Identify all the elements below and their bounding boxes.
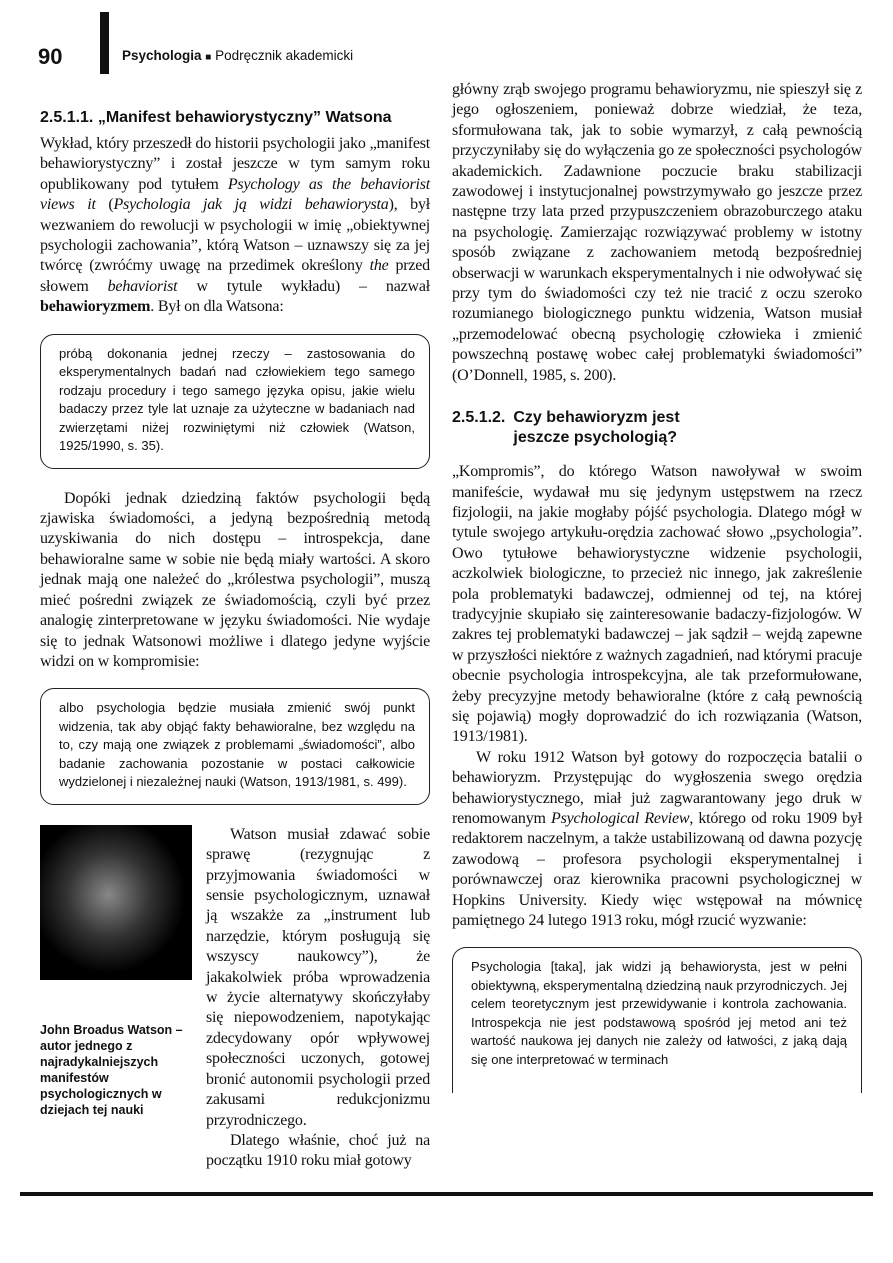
portrait-photo xyxy=(40,825,192,980)
photo-block xyxy=(40,825,192,1118)
paragraph: W roku 1912 Watson był gotowy do rozpoczęcia batalii o behawioryzm. Przystępując do wygłoszenia swego orędzia behawiorystycznego, miał już zagwarantowany jego druk w renomowanym Psychological Review, którego od roku 1909 był redaktorem naczelnym, a także ustabilizowaną od dawna pozycję zawodową – profesora psychologii eksperymentalnej i porównawczej oraz kierownika pracowni psychologicznej w Hopkins University. Kiedy więc wstępował na mównicę pamiętnego 24 lutego 1913 roku, mógł rzucić wyzwanie: xyxy=(452,748,863,930)
quote-box: Psychologia [taka], jak widzi ją behawiorysta, jest w pełni obiektywną, eksperymentalną dziedziną nauk przyrodniczych. Jej celem teoretycznym jest przewidywanie i kontrola zachowania. Introspekcja nie jest podstawową spośród jej metod ani też wartość naukowa jej danych nie zależy od łatwości, z jaką dają się one interpretować w terminach xyxy=(452,947,862,1093)
right-column xyxy=(452,81,863,1113)
header-bar xyxy=(100,12,109,74)
paragraph: Watson musiał zdawać sobie sprawę (rezygnując z przyjmowania świadomości w sensie psychologicznym, uznawał ją wszakże za „instrument lub narzędzie, którym posługują się wszyscy naukowcy”), że jakakolwiek próba wprowadzenia w życie alternatywy skończyłaby się niepowodzeniem, napotykając zdecydowany opór wpływowej społeczności uczonych, gotowej bronić autonomii psychologii przed zakusami redukcjonizmu przyrodniczego. xyxy=(206,825,430,1129)
running-header xyxy=(122,48,353,63)
narrow-text xyxy=(206,825,430,1172)
paragraph: Wykład, który przeszedł do historii psychologii jako „manifest behawiorystyczny” i został jeszcze w tym samym roku opublikowany pod tytułem Psychology as the behaviorist views it (Psychologia jak ją widzi behawiorysta), był wezwaniem do rewolucji w psychologii w imię „obiektywnej psychologii zachowania”, którą Watson – uznawszy się za jej twórcę (zwróćmy uwagę na przedimek określony the przed słowem behaviorist w tytule wykładu) – nazwał behawioryzmem. Był on dla Watsona: xyxy=(40,135,430,316)
square-separator-icon: ■ xyxy=(205,52,212,63)
paragraph: Dlatego właśnie, choć już na początku 1910 roku miał gotowy xyxy=(206,1131,430,1170)
quote-box: albo psychologia będzie musiała zmienić swój punkt widzenia, tak aby objąć fakty behawioralne, bez względu na to, czy mają one związek z problemami „świadomości”, albo badanie zachowania pozostanie w postaci całkowicie wydzielonej i niezależnej nauki (Watson, 1913/1981, s. 499). xyxy=(40,688,430,805)
left-column xyxy=(40,100,430,1172)
section-heading: 2.5.1.1. „Manifest behawiorystyczny” Watsona xyxy=(40,109,392,126)
paragraph: Dopóki jednak dziedziną faktów psychologii będą zjawiska świadomości, a jedyną bezpośrednią metodą uzyskiwania do nich dostępu – introspekcja, dane behawioralne same w sobie nie będą miały wartości. A skoro jednak mają one należeć do „królestwa psychologii”, muszą mieć pośredni związek ze świadomością, czyli być przez analogię zinterpretowane w języku świadomości. Nie wydaje się to jednak Watsonowi możliwe i dlatego jedyne wyjście widzi on w kompromisie: xyxy=(40,489,430,670)
footer-rule xyxy=(20,1192,873,1196)
columns xyxy=(0,81,893,1172)
photo-row xyxy=(40,825,430,1172)
section-heading: 2.5.1.2. Czy behawioryzm jest jeszcze psychologią? xyxy=(452,409,680,447)
quote-box: próbą dokonania jednej rzeczy – zastosowania do eksperymentalnych badań nad człowiekiem tego samego rodzaju procedury i tego samego języka opisu, jakie wielu badaczy przez tyle lat uznaje za użyteczne w badaniach nad zwierzętami niżej rozwiniętymi niż człowiek (Watson, 1925/1990, s. 35). xyxy=(40,334,430,469)
book-title: Psychologia xyxy=(122,48,202,63)
page-number: 90 xyxy=(38,44,63,69)
book-subtitle: Podręcznik akademicki xyxy=(215,48,354,63)
paragraph: „Kompromis”, do którego Watson nawoływał w swoim manifeście, wydawał mu się jedynym ustępstwem na rzecz fizjologii, na jakie mogłaby pójść psychologia. Dlatego mógł w tytule swojego artykułu-orędzia zachować słowo „psychologia”. Owo tytułowe behawiorystyczne widzenie psychologii, aczkolwiek biologiczne, to przecież nic innego, jak zakreślenie pola problematyki badawczej, odmiennej od tej, na której tradycyjnie skupiało się zainteresowanie badaczy-fizjologów. W zakres tej problematyki badawczej – jak sądził – wejdą zapewne w przyszłości niektóre z ważnych zagadnień, nad którymi pracuje obecnie psychologia introspekcyjna, ale tak przeformułowane, żeby precyzyjne metody behawioralne (które z całą pewnością się pojawią) mogły doprowadzić do ich rozwiązania (Watson, 1913/1981). xyxy=(452,463,862,746)
page-header xyxy=(0,0,893,100)
photo-caption: John Broadus Watson – autor jednego z najradykalniejszych manifestów psychologicznych w dziejach tej nauki xyxy=(40,1022,183,1117)
paragraph: główny zrąb swojego programu behawioryzmu, nie spieszył się z jego ogłoszeniem, ponieważ dobrze wiedział, że teza, sformułowana tak, jak to sobie wymarzył, z całą pewnością przyczyniłaby się do wyłączenia go ze społeczności psychologów akademickich. Zadawnione poczucie braku stabilizacji zawodowej i instytucjonalnej powstrzymywało go jeszcze przez następne trzy lata przed przypuszczeniem obrazoburczego ataku na psychologię. Zamierzając rozwiązywać problemy w istotny sposób związane z zachowaniem metodą bezpośredniej obserwacji w warunkach eksperymentalnych i nie odwoływać się przy tym do świadomości czy też nie tracić z oczu szeroko rozumianego biologicznego punktu widzenia, Watson musiał „przemodelować obecną psychologię człowieka i zmienić powszechną postawę wobec całej problematyki świadomości” (O’Donnell, 1985, s. 200). xyxy=(452,81,862,384)
